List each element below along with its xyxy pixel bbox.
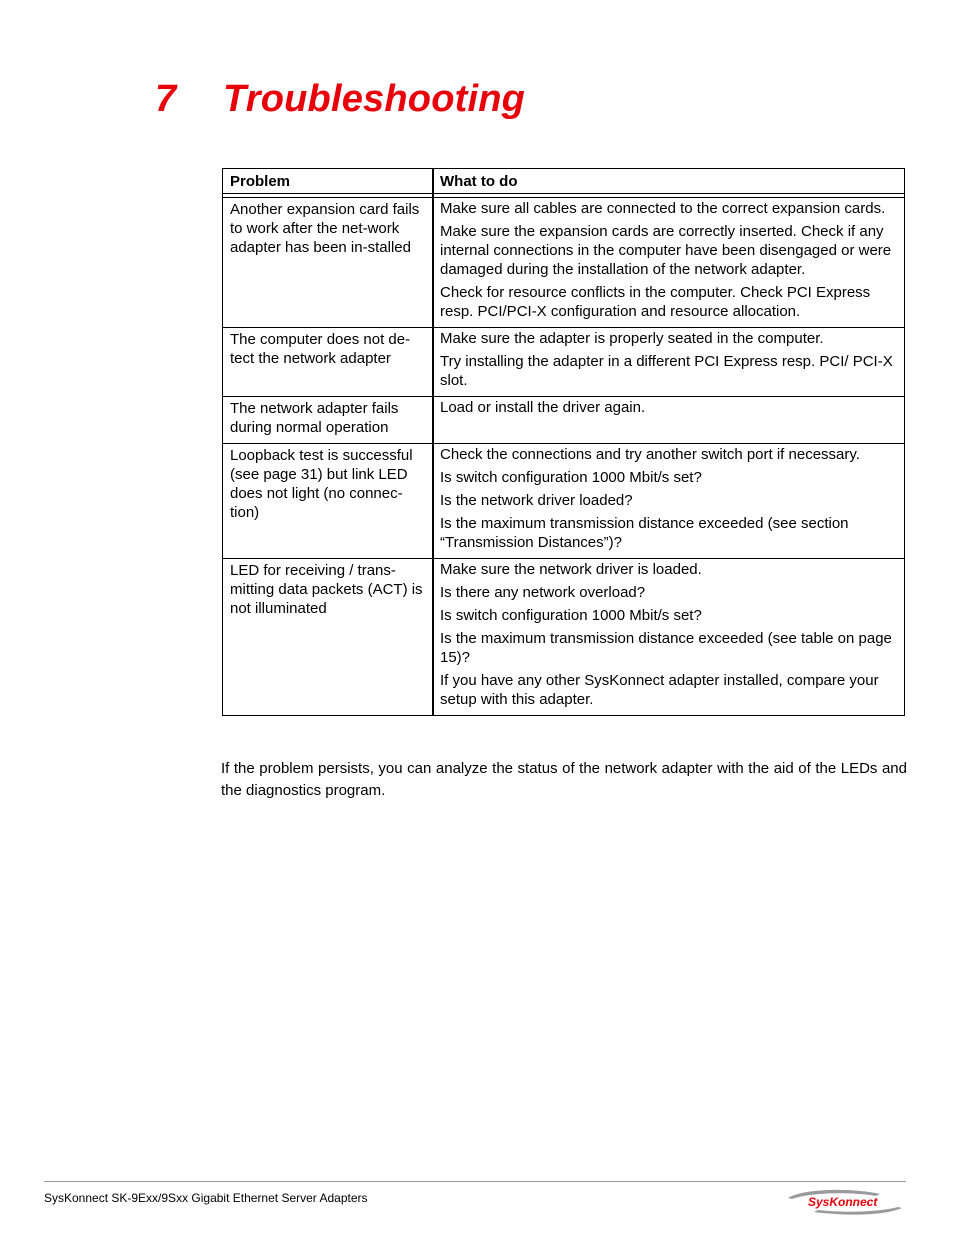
- what-to-do-cell: [433, 197, 904, 327]
- problem-cell: LED for receiving / trans-mitting data packets (ACT) is not illuminated: [223, 558, 433, 715]
- table-row: [223, 396, 904, 443]
- action-item: Make sure the expansion cards are correctly inserted. Check if any internal connections in the computer have been disengaged or were damaged during the installation of the network adapter.: [440, 223, 892, 278]
- action-item: Load or install the driver again.: [440, 399, 646, 416]
- chapter-heading: [155, 78, 525, 121]
- action-item: Is switch configuration 1000 Mbit/s set?: [440, 469, 702, 486]
- troubleshooting-table: [222, 168, 905, 716]
- problem-cell: The network adapter fails during normal operation: [223, 396, 433, 443]
- table-row: [223, 558, 904, 715]
- table-row: [223, 197, 904, 327]
- table-body: [223, 197, 904, 715]
- logo-text: SysKonnect: [808, 1195, 878, 1209]
- what-to-do-cell: [433, 327, 904, 396]
- problem-cell: Loopback test is successful (see page 31) but link LED does not light (no connec-tion): [223, 443, 433, 558]
- action-item: Is the maximum transmission distance exceeded (see section “Transmission Distances”)?: [440, 515, 849, 551]
- table-row: [223, 327, 904, 396]
- footer-divider: [44, 1181, 906, 1182]
- action-item: Make sure the adapter is properly seated in the computer.: [440, 330, 824, 347]
- action-item: Is switch configuration 1000 Mbit/s set?: [440, 607, 702, 624]
- closing-paragraph: If the problem persists, you can analyze the status of the network adapter with the aid of the LEDs and the diagnostics program.: [221, 760, 907, 799]
- chapter-title: Troubleshooting: [223, 78, 526, 120]
- action-item: Is the maximum transmission distance exceeded (see table on page 15)?: [440, 630, 892, 666]
- action-item: Is the network driver loaded?: [440, 492, 633, 509]
- action-item: Is there any network overload?: [440, 584, 646, 601]
- header-what-to-do: What to do: [433, 168, 904, 194]
- what-to-do-cell: [433, 558, 904, 715]
- chapter-number: 7: [155, 78, 177, 120]
- what-to-do-cell: [433, 396, 904, 443]
- problem-cell: The computer does not de-tect the network adapter: [223, 327, 433, 396]
- syskonnect-logo: [784, 1186, 904, 1218]
- what-to-do-cell: [433, 443, 904, 558]
- action-item: Make sure the network driver is loaded.: [440, 561, 702, 578]
- footer-text: SysKonnect SK-9Exx/9Sxx Gigabit Ethernet Server Adapters: [44, 1191, 368, 1205]
- action-item: Make sure all cables are connected to the correct expansion cards.: [440, 200, 886, 217]
- action-item: Check for resource conflicts in the computer. Check PCI Express resp. PCI/PCI-X configuration and resource allocation.: [440, 284, 871, 320]
- table-row: [223, 443, 904, 558]
- problem-cell: Another expansion card fails to work after the net-work adapter has been in-stalled: [223, 197, 433, 327]
- action-item: Check the connections and try another switch port if necessary.: [440, 446, 860, 463]
- table-header-row: [223, 168, 904, 194]
- action-item: If you have any other SysKonnect adapter installed, compare your setup with this adapter.: [440, 672, 879, 708]
- action-item: Try installing the adapter in a different PCI Express resp. PCI/ PCI-X slot.: [440, 353, 893, 389]
- header-problem: Problem: [223, 168, 433, 194]
